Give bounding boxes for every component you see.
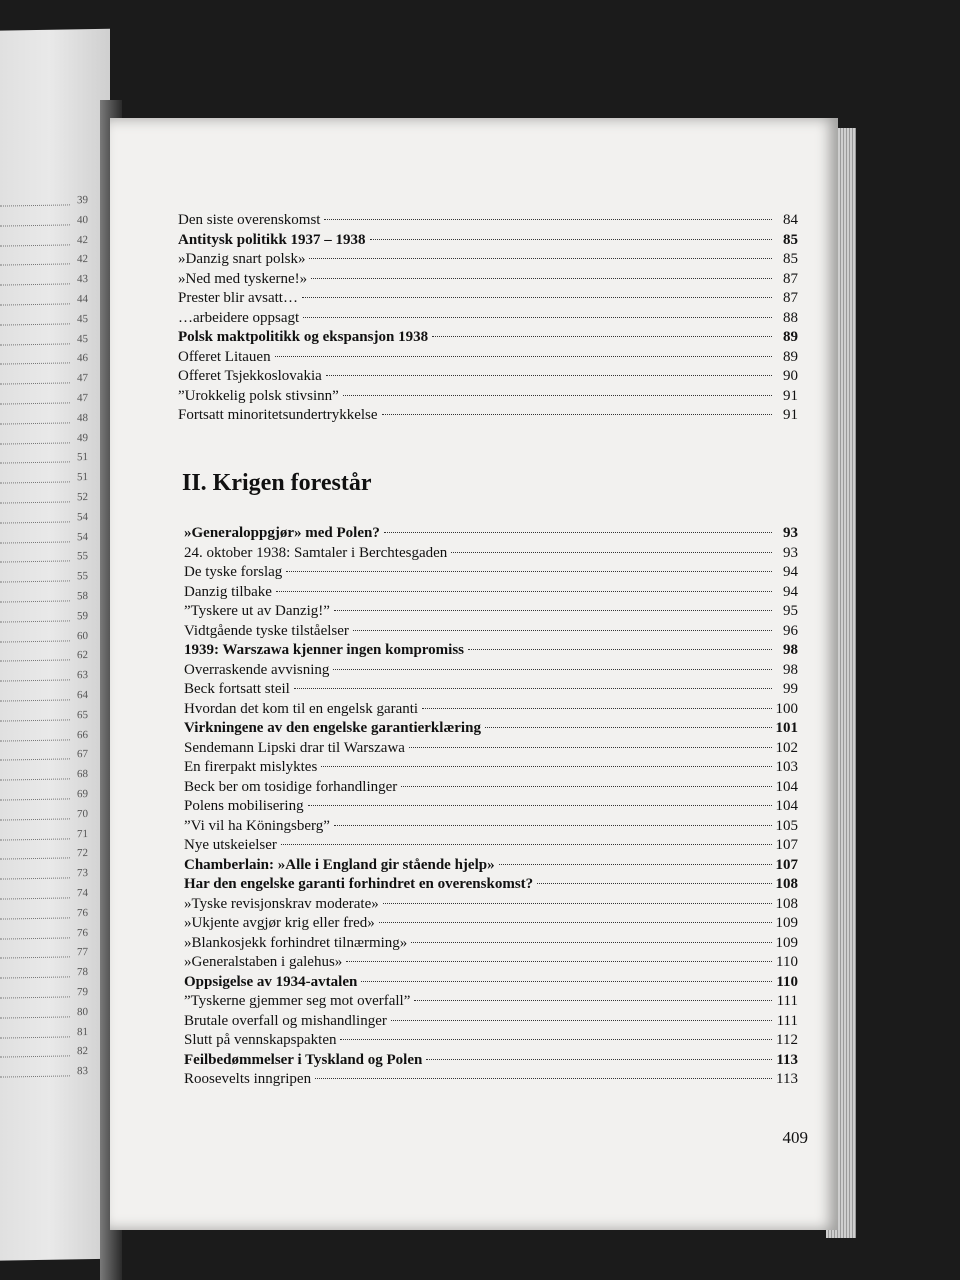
toc-entry xyxy=(184,739,798,759)
toc-entry-page: 105 xyxy=(775,817,798,834)
left-page-dot-leader xyxy=(0,363,70,365)
left-page-number: 52 xyxy=(77,491,88,504)
left-page-dot-leader xyxy=(0,897,70,899)
left-page-dot-leader xyxy=(0,383,70,385)
left-page-number: 43 xyxy=(77,273,88,286)
toc-entry xyxy=(184,953,798,973)
toc-entry xyxy=(184,992,798,1012)
toc-entry xyxy=(184,973,798,993)
toc-entry xyxy=(184,661,798,681)
toc-entry-page: 88 xyxy=(783,309,798,326)
dot-leader xyxy=(308,805,772,806)
toc-entry-page: 94 xyxy=(783,564,798,580)
toc-entry-title: Har den engelske garanti forhindret en overenskomst? xyxy=(184,876,534,892)
left-page-number: 60 xyxy=(77,629,88,642)
toc-entry-page: 112 xyxy=(776,1032,798,1048)
dot-leader xyxy=(302,297,772,298)
toc-entry-page: 103 xyxy=(775,759,798,775)
toc-entry-page: 91 xyxy=(783,407,798,423)
left-page-number: 40 xyxy=(77,213,88,227)
toc-entry-title: »Ned med tyskerne!» xyxy=(178,270,308,287)
left-page-dot-leader xyxy=(0,264,70,266)
toc-entry xyxy=(184,1031,798,1051)
toc-entry-title: ”Vi vil ha Köningsberg” xyxy=(184,817,330,834)
dot-leader xyxy=(499,864,772,865)
left-page-number: 70 xyxy=(77,807,88,821)
dot-leader xyxy=(451,552,772,553)
toc-entry xyxy=(178,328,798,348)
toc-entry-title: Danzig tilbake xyxy=(184,583,272,600)
left-page-dot-leader xyxy=(0,798,70,800)
left-page-dot-leader xyxy=(0,719,70,721)
toc-entry xyxy=(178,289,798,309)
toc-entry-page: 104 xyxy=(775,798,798,814)
toc-entry xyxy=(184,583,798,603)
dot-leader xyxy=(346,961,772,962)
left-page-number: 74 xyxy=(77,887,88,900)
toc-entry-title: Feilbedømmelser i Tyskland og Polen xyxy=(184,1051,423,1068)
dot-leader xyxy=(391,1020,772,1021)
dot-leader xyxy=(414,1000,772,1001)
dot-leader xyxy=(309,258,772,259)
toc-entry-title: Virkningene av den engelske garantierklæring xyxy=(184,720,481,736)
toc-entry xyxy=(184,1012,798,1032)
toc-entry-title: Slutt på vennskapspakten xyxy=(184,1032,337,1048)
toc-entry xyxy=(178,211,798,231)
left-page-number: 58 xyxy=(77,590,88,603)
left-page-dot-leader xyxy=(0,482,70,484)
toc-entry xyxy=(184,758,798,778)
toc-entry xyxy=(184,524,798,544)
dot-leader xyxy=(303,317,772,318)
left-page-number: 54 xyxy=(77,530,88,543)
left-page-dot-leader xyxy=(0,1076,70,1078)
left-page-number: 49 xyxy=(77,431,88,444)
toc-entry-title: En firerpakt mislyktes xyxy=(184,759,318,775)
dot-leader xyxy=(382,414,772,415)
left-page-dot-leader xyxy=(0,878,70,880)
toc-entry-title: Overraskende avvisning xyxy=(184,661,330,678)
toc-entry xyxy=(184,914,798,934)
left-page-number: 67 xyxy=(77,748,88,761)
toc-entry xyxy=(184,797,798,817)
left-page-dot-leader xyxy=(0,541,70,543)
toc-entry xyxy=(178,231,798,251)
left-page-number: 62 xyxy=(77,649,88,662)
left-page-dot-leader xyxy=(0,1016,70,1018)
left-page-dot-leader xyxy=(0,937,70,939)
left-page-number: 42 xyxy=(77,253,88,266)
toc-entry-title: Offeret Litauen xyxy=(178,348,271,365)
left-page-dot-leader xyxy=(0,699,70,701)
left-page-number: 77 xyxy=(77,946,88,959)
left-page-number: 78 xyxy=(77,966,88,979)
left-page-number: 82 xyxy=(77,1045,88,1058)
dot-leader xyxy=(422,708,771,709)
left-page-number: 42 xyxy=(77,233,88,246)
toc-entry xyxy=(184,563,798,583)
dot-leader xyxy=(324,219,772,220)
toc-entry-title: 1939: Warszawa kjenner ingen kompromiss xyxy=(184,642,465,658)
left-page-dot-leader xyxy=(0,303,70,305)
toc-entry-title: Polsk maktpolitikk og ekspansjon 1938 xyxy=(178,329,429,345)
left-page-number: 68 xyxy=(77,768,88,781)
left-page-dot-leader xyxy=(0,442,70,444)
dot-leader xyxy=(294,688,772,689)
toc-entry-page: 110 xyxy=(776,973,798,990)
toc-entry-title: Fortsatt minoritetsundertrykkelse xyxy=(178,407,378,423)
toc-entry xyxy=(178,348,798,368)
dot-leader xyxy=(275,356,772,357)
toc-section-2 xyxy=(184,524,798,1090)
toc-entry-title: Den siste overenskomst xyxy=(178,212,321,228)
left-page-number: 47 xyxy=(77,372,88,385)
left-page-number: 45 xyxy=(77,312,88,326)
toc-entry-title: Nye utskeielser xyxy=(184,837,277,853)
toc-entry-title: »Generalstaben i galehus» xyxy=(184,954,343,970)
left-page-number: 47 xyxy=(77,392,88,405)
toc-entry-title: Offeret Tsjekkoslovakia xyxy=(178,368,322,384)
toc-entry xyxy=(184,622,798,642)
left-page-number: 71 xyxy=(77,827,88,840)
toc-entry-page: 109 xyxy=(775,915,798,931)
left-page-number: 48 xyxy=(77,411,88,425)
toc-entry xyxy=(184,778,798,798)
left-page-dot-leader xyxy=(0,561,70,563)
toc-entry-page: 107 xyxy=(775,837,798,853)
left-page-number: 81 xyxy=(77,1025,88,1038)
toc-entry xyxy=(178,309,798,329)
toc-entry-title: Oppsigelse av 1934-avtalen xyxy=(184,973,358,990)
left-page-number: 66 xyxy=(77,728,88,741)
dot-leader xyxy=(340,1039,772,1040)
toc-entry-title: ”Tyskerne gjemmer seg mot overfall” xyxy=(184,993,411,1009)
left-page-number: 79 xyxy=(77,986,88,999)
toc-entry-title: …arbeidere oppsagt xyxy=(178,309,300,326)
dot-leader xyxy=(426,1059,772,1060)
toc-entry xyxy=(184,1051,798,1071)
toc-entry-title: 24. oktober 1938: Samtaler i Berchtesgaden xyxy=(184,544,448,561)
toc-entry-page: 110 xyxy=(776,954,798,970)
left-page-dot-leader xyxy=(0,917,70,919)
dot-leader xyxy=(286,571,772,572)
left-page xyxy=(0,29,110,1262)
left-page-number: 73 xyxy=(77,867,88,880)
dot-leader xyxy=(333,669,772,670)
toc-entry-page: 108 xyxy=(775,895,798,912)
toc-entry xyxy=(178,270,798,290)
left-page-number: 64 xyxy=(77,689,88,702)
right-page xyxy=(110,118,838,1230)
left-page-number: 65 xyxy=(77,708,88,722)
toc-entry-title: Beck fortsatt steil xyxy=(184,681,290,697)
toc-entry-page: 98 xyxy=(783,642,798,658)
dot-leader xyxy=(379,922,772,923)
toc-entry-page: 100 xyxy=(775,700,798,717)
toc-entry xyxy=(184,602,798,622)
left-page-dot-leader xyxy=(0,957,70,959)
dot-leader xyxy=(281,844,772,845)
toc-entry-page: 113 xyxy=(776,1071,798,1087)
dot-leader xyxy=(334,610,772,611)
toc-entry-page: 113 xyxy=(776,1051,798,1068)
toc-entry xyxy=(184,680,798,700)
dot-leader xyxy=(353,630,772,631)
toc-entry-page: 98 xyxy=(783,661,798,678)
toc-entry-page: 111 xyxy=(776,993,798,1009)
left-page-dot-leader xyxy=(0,402,70,404)
dot-leader xyxy=(311,278,772,279)
dot-leader xyxy=(432,336,772,337)
toc-entry-page: 87 xyxy=(783,270,798,287)
toc-entry-page: 95 xyxy=(783,603,798,619)
dot-leader xyxy=(401,786,771,787)
left-page-number: 72 xyxy=(77,847,88,860)
toc-entry-title: »Danzig snart polsk» xyxy=(178,251,306,267)
toc-entry-title: Sendemann Lipski drar til Warszawa xyxy=(184,739,405,756)
toc-entry xyxy=(184,875,798,895)
toc-entry-page: 109 xyxy=(775,934,798,951)
dot-leader xyxy=(537,883,771,884)
toc-entry-title: »Ukjente avgjør krig eller fred» xyxy=(184,915,375,931)
toc-entry-page: 93 xyxy=(783,525,798,541)
dot-leader xyxy=(321,766,771,767)
toc-entry-page: 102 xyxy=(775,739,798,756)
left-page-number: 76 xyxy=(77,926,88,939)
toc-entry xyxy=(184,817,798,837)
dot-leader xyxy=(409,747,772,748)
toc-entry-title: ”Tyskere ut av Danzig!” xyxy=(184,603,330,619)
toc-entry xyxy=(184,934,798,954)
left-page-dot-leader xyxy=(0,1056,70,1058)
toc-entry-title: Chamberlain: »Alle i England gir stående hjelp» xyxy=(184,856,495,873)
dot-leader xyxy=(411,942,771,943)
toc-entry xyxy=(184,836,798,856)
left-page-number: 51 xyxy=(77,471,88,484)
toc-entry xyxy=(184,856,798,876)
left-page-number: 51 xyxy=(77,451,88,464)
toc-entry-page: 90 xyxy=(783,368,798,384)
toc-entry-page: 85 xyxy=(783,231,798,248)
toc-entry-page: 99 xyxy=(783,681,798,697)
toc-entry-page: 89 xyxy=(783,348,798,365)
dot-leader xyxy=(361,981,772,982)
toc-entry-page: 87 xyxy=(783,290,798,306)
toc-entry xyxy=(184,1070,798,1090)
left-page-number: 80 xyxy=(77,1005,88,1019)
left-page-number: 44 xyxy=(77,293,88,306)
left-page-number: 55 xyxy=(77,550,88,563)
dot-leader xyxy=(343,395,772,396)
dot-leader xyxy=(276,591,772,592)
toc-entry-title: Polens mobilisering xyxy=(184,798,304,814)
toc-entry-title: Brutale overfall og mishandlinger xyxy=(184,1012,387,1029)
left-page-dot-leader xyxy=(0,620,70,622)
toc-entry-page: 93 xyxy=(783,544,798,561)
toc-entry-page: 91 xyxy=(783,387,798,404)
toc-entry xyxy=(184,641,798,661)
toc-entry-page: 96 xyxy=(783,622,798,639)
left-page-dot-leader xyxy=(0,343,70,345)
toc-entry-page: 108 xyxy=(775,876,798,892)
left-page-dot-leader xyxy=(0,838,70,840)
left-page-dot-leader xyxy=(0,640,70,642)
toc-entry-title: Antitysk politikk 1937 – 1938 xyxy=(178,231,366,248)
toc-entry xyxy=(178,406,798,426)
toc-entry-title: Hvordan det kom til en engelsk garanti xyxy=(184,700,419,717)
left-page-number: 55 xyxy=(77,570,88,583)
left-page-dot-leader xyxy=(0,204,70,206)
toc-entry-page: 107 xyxy=(775,856,798,873)
left-page-dot-leader xyxy=(0,462,70,464)
left-page-dot-leader xyxy=(0,323,70,325)
left-page-dot-leader xyxy=(0,660,70,662)
left-page-dot-leader xyxy=(0,977,70,979)
toc-entry-title: Vidtgående tyske tilståelser xyxy=(184,622,349,639)
toc-entry xyxy=(184,895,798,915)
left-page-number: 46 xyxy=(77,352,88,365)
toc-entry-title: »Blankosjekk forhindret tilnærming» xyxy=(184,934,408,951)
dot-leader xyxy=(485,727,772,728)
left-page-number: 59 xyxy=(77,609,88,623)
page-number: 409 xyxy=(782,1128,808,1147)
section-title: II. Krigen forestår xyxy=(182,470,372,496)
left-page-dot-leader xyxy=(0,224,70,226)
left-page-dot-leader xyxy=(0,996,70,998)
left-page-number: 76 xyxy=(77,906,88,920)
left-page-dot-leader xyxy=(0,244,70,246)
left-page-dot-leader xyxy=(0,739,70,741)
toc-entry-page: 89 xyxy=(783,329,798,345)
left-page-dot-leader xyxy=(0,1036,70,1038)
toc-entry-title: Prester blir avsatt… xyxy=(178,290,298,306)
dot-leader xyxy=(468,649,772,650)
toc-entry-page: 104 xyxy=(775,778,798,795)
toc-entry xyxy=(184,544,798,564)
toc-section-1 xyxy=(178,211,798,426)
dot-leader xyxy=(383,903,772,904)
left-page-number: 69 xyxy=(77,788,88,801)
toc-entry-page: 94 xyxy=(783,583,798,600)
dot-leader xyxy=(334,825,772,826)
dot-leader xyxy=(315,1078,772,1079)
left-page-dot-leader xyxy=(0,521,70,523)
left-page-dot-leader xyxy=(0,284,70,286)
toc-entry-title: »Tyske revisjonskrav moderate» xyxy=(184,895,379,912)
toc-entry xyxy=(178,367,798,387)
left-page-dot-leader xyxy=(0,779,70,781)
dot-leader xyxy=(370,239,772,240)
toc-entry xyxy=(178,250,798,270)
left-page-dot-leader xyxy=(0,422,70,424)
toc-entry-page: 111 xyxy=(776,1012,798,1029)
left-page-number: 45 xyxy=(77,332,88,345)
toc-entry-title: ”Urokkelig polsk stivsinn” xyxy=(178,387,339,404)
left-page-dot-leader xyxy=(0,501,70,503)
left-page-dot-leader xyxy=(0,759,70,761)
toc-entry xyxy=(184,719,798,739)
toc-entry-title: Beck ber om tosidige forhandlinger xyxy=(184,778,398,795)
toc-entry-title: »Generaloppgjør» med Polen? xyxy=(184,525,380,541)
toc-entry-title: De tyske forslag xyxy=(184,564,283,580)
left-page-dot-leader xyxy=(0,600,70,602)
toc-entry-page: 84 xyxy=(783,212,798,228)
left-page-dot-leader xyxy=(0,818,70,820)
left-page-dot-leader xyxy=(0,581,70,583)
dot-leader xyxy=(326,375,772,376)
toc-entry xyxy=(178,387,798,407)
left-page-number: 39 xyxy=(77,194,88,207)
toc-entry-page: 85 xyxy=(783,251,798,267)
toc-entry-title: Roosevelts inngripen xyxy=(184,1071,312,1087)
left-page-number: 54 xyxy=(77,510,88,524)
dot-leader xyxy=(384,532,772,533)
toc-entry xyxy=(184,700,798,720)
left-page-dot-leader xyxy=(0,858,70,860)
left-page-number: 83 xyxy=(77,1065,88,1078)
left-page-number: 63 xyxy=(77,669,88,682)
left-page-dot-leader xyxy=(0,680,70,682)
toc-entry-page: 101 xyxy=(775,720,798,736)
